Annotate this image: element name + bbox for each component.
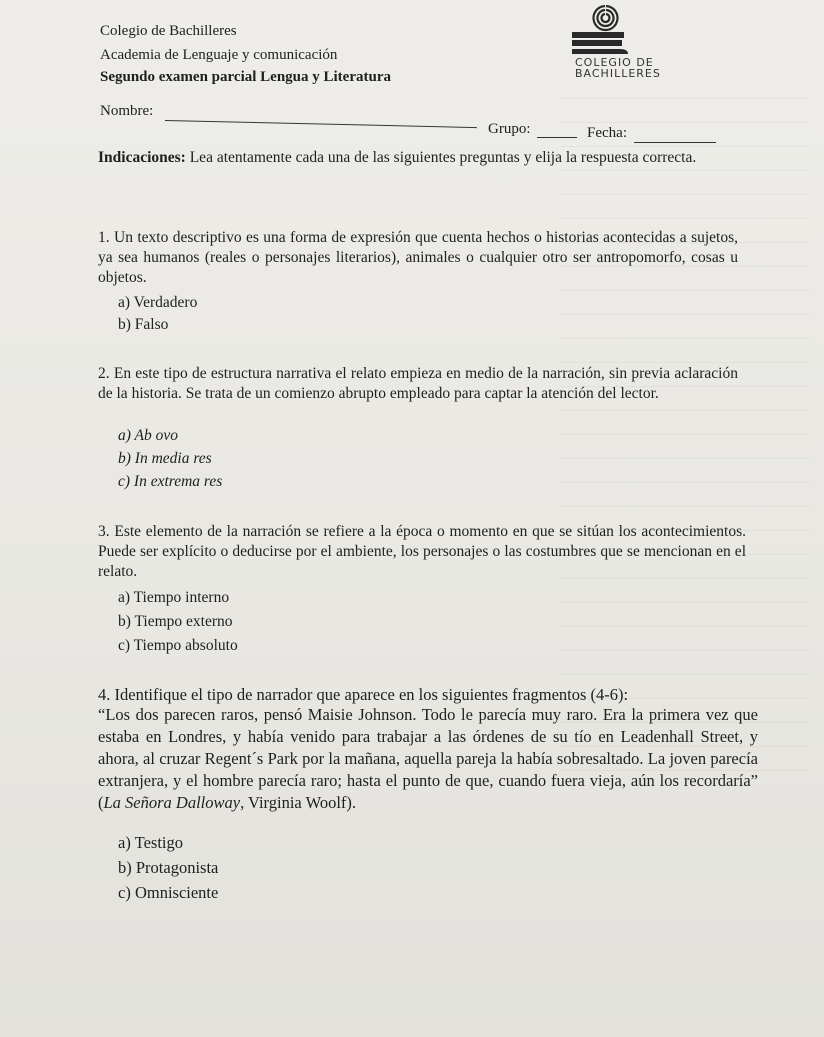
question-2-option-c[interactable]: c) In extrema res (118, 473, 223, 490)
logo-text-line-2: BACHILLERES (575, 67, 661, 80)
question-4: 4. Identifique el tipo de narrador que aparece en los siguientes fragmentos (4-6): (98, 685, 629, 704)
group-field (488, 121, 531, 138)
question-3-option-a[interactable]: a) Tiempo interno (118, 589, 230, 606)
group-line (537, 137, 577, 138)
show-through-text (560, 80, 810, 780)
date-field (587, 125, 627, 142)
instructions: Indicaciones: Lea atentamente cada una de las siguientes preguntas y elija la respuesta correcta. (98, 149, 697, 166)
question-2-option-a[interactable]: a) Ab ovo (118, 427, 178, 444)
date-label: Fecha: (587, 125, 627, 141)
name-field (100, 103, 153, 120)
academy-name: Academia de Lenguaje y comunicación (100, 47, 338, 63)
question-2-option-b[interactable]: b) In media res (118, 450, 212, 467)
question-4-option-a[interactable]: a) Testigo (118, 833, 183, 852)
question-1: 1. Un texto descriptivo es una forma de expresión que cuenta hechos o historias acontecidas a sujetos, ya sea humanos (reales o personajes literarios), animales o cualquier otro ser antropomorfo, cosas u objetos. (98, 229, 738, 286)
question-1-option-a[interactable]: a) Verdadero (118, 294, 198, 311)
question-2: 2. En este tipo de estructura narrativa el relato empieza en medio de la narración, sin previa aclaración de la historia. Se trata de un comienzo abrupto empleado para captar la atención del lector. (98, 365, 738, 402)
question-4-option-b[interactable]: b) Protagonista (118, 858, 219, 877)
date-line (634, 142, 716, 143)
question-3-option-c[interactable]: c) Tiempo absoluto (118, 637, 238, 654)
question-4-option-c[interactable]: c) Omnisciente (118, 883, 219, 902)
question-3-option-b[interactable]: b) Tiempo externo (118, 613, 233, 630)
question-4-fragment: “Los dos parecen raros, pensó Maisie Johnson. Todo le parecía muy raro. Era la primera vez que estaba en Londres, y había venido para trabajar a las órdenes de su tío en Leadenhall Street, y ahora, al cruzar Regent´s Park por la mañana, aquella pareja la había sobresaltado. La joven parecía extranjera, y el hombre parecía raro; hasta el punto de que, cuando fuera vieja, aún los recordaría” (La Señora Dalloway, Virginia Woolf). (98, 705, 758, 812)
logo-text-line-1: COLEGIO DE (575, 56, 654, 69)
exam-title: Segundo examen parcial Lengua y Literatura (100, 69, 391, 85)
question-1-option-b[interactable]: b) Falso (118, 316, 169, 333)
question-3: 3. Este elemento de la narración se refiere a la época o momento en que se sitúan los acontecimientos. Puede ser explícito o deducirse por el ambiente, los personajes o las costumbres que se mencionan en el relato. (98, 523, 747, 580)
group-label: Grupo: (488, 121, 531, 137)
school-name: Colegio de Bachilleres (100, 23, 237, 39)
name-label: Nombre: (100, 103, 154, 119)
name-line (165, 120, 477, 128)
